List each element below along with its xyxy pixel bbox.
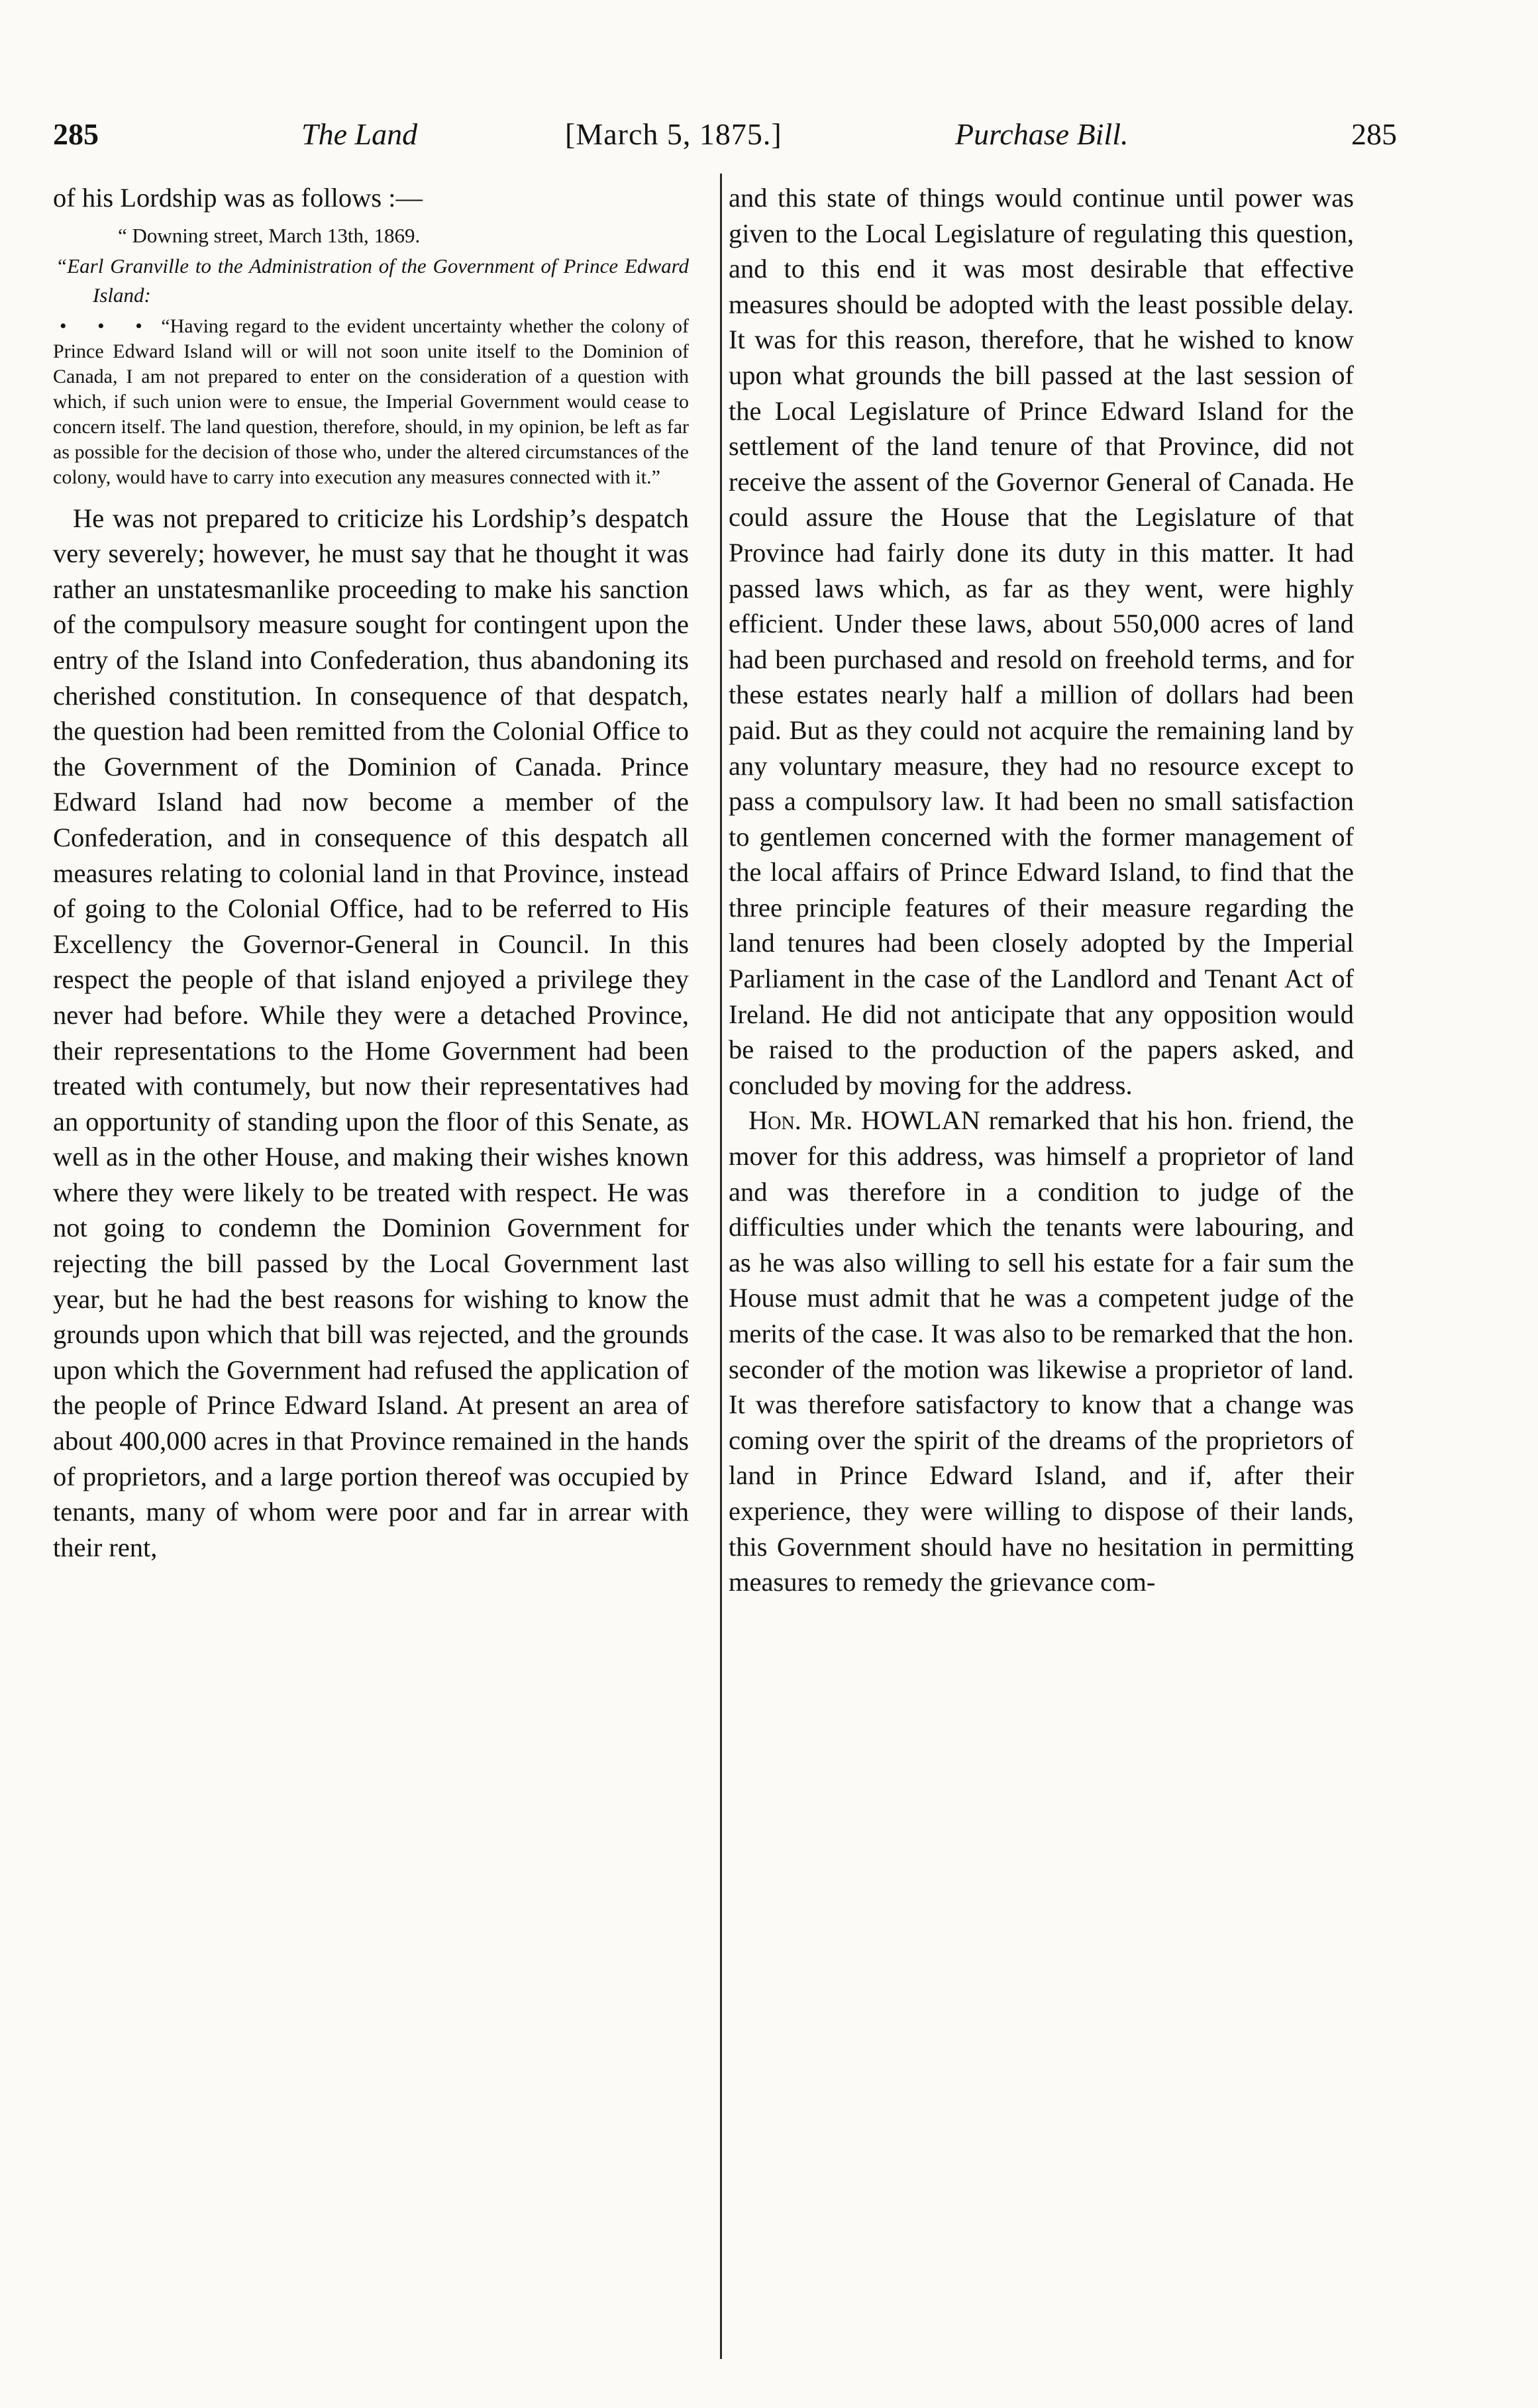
running-title-right: Purchase Bill. bbox=[955, 117, 1129, 151]
page-header bbox=[0, 111, 1538, 158]
page-number-left: 285 bbox=[53, 117, 99, 151]
letter-salutation: “ Downing street, March 13th, 1869. bbox=[118, 223, 421, 247]
speaker-remarks: remarked that his hon. friend, the mover for this address, was himself a proprietor of land and was therefore in a condition to judge of the difficulties under which the tenants were labouring, and as he was also willing to sell his estate for a fair sum the House must admit that he was a competent judge of the merits of the case. It was also to be remarked that the hon. seconder of the motion was likewise a proprietor of land. It was therefore satisfactory to know that a change was coming over the spirit of the dreams of the proprietors of land in Prince Edward Island, and if, after their experience, they were willing to dispose of their lands, this Government should have no hesitation in permitting measures to remedy the grievance com- bbox=[729, 1105, 1355, 1597]
right-column bbox=[729, 180, 1354, 1600]
quote-text: “Having regard to the evident uncertainty whether the colony of Prince Edward Island will or will not soon unite itself to the Dominion of Canada, I am not prepared to enter on the consideration of a question with which, if such union were to ensue, the Imperial Government would cease to concern itself. The land question, therefore, should, in my opinion, be left as far as possible for the decision of those who, under the altered circumstances of the colony, would have to carry into execution any measures connected with it.” bbox=[53, 315, 689, 488]
page-number-right: 285 bbox=[1351, 117, 1397, 151]
ellipsis-stars: • • • bbox=[60, 315, 154, 337]
letter-addressee bbox=[53, 252, 689, 310]
right-paragraph-1: and this state of things would continue until power was given to the Local Legislature of regulating this question, and to this end it was most desirable that effective measures should be adopted with the least possible delay. It was for this reason, therefore, that he wished to know upon what grounds the bill passed at the last session of the Local Legislature of Prince Edward Island for the settlement of the land tenure of that Province, did not receive the assent of the Governor General of Canada. He could assure the House that the Legislature of that Province had fairly done its duty in this matter. It had passed laws which, as far as they went, were highly efficient. Under these laws, about 550,000 acres of land had been purchased and resold on freehold terms, and for these estates nearly half a million of dollars had been paid. But as they could not acquire the remaining land by any voluntary measure, they had no resource except to pass a compulsory law. It had been no small satisfaction to gentlemen concerned with the former management of the local affairs of Prince Edward Island, to find that the three principle features of their measure regarding the land tenures had been closely adopted by the Imperial Parliament in the case of the Landlord and Tenant Act of Ireland. He did not anticipate that any opposition would be raised to the production of the papers asked, and concluded by moving for the address. bbox=[729, 183, 1354, 1100]
addressee-text: “Earl Granville to the Administration of the Government of Prince Edward Island: bbox=[56, 254, 689, 307]
left-paragraph: He was not prepared to criticize his Lordship’s despatch very severely; however, he must say that he thought it was rather an unstatesmanlike proceeding to make his sanction of the compulsory measure sought for contingent upon the entry of the Island into Confederation, thus abandoning its cherished constitution. In consequence of that despatch, the question had been remitted from the Colonial Office to the Government of the Dominion of Canada. Prince Edward Island had now become a member of the Confederation, and in consequence of this despatch all measures relating to colonial land in that Province, instead of going to the Colonial Office, had to be referred to His Excellency the Governor-General in Council. In this respect the people of that island enjoyed a privilege they never had before. While they were a detached Province, their representations to the Home Government had been treated with contumely, but now their representatives had an opportunity of standing upon the floor of this Senate, as well as in the other House, and making their wishes known where they were likely to be treated with respect. He was not going to condemn the Dominion Government for rejecting the bill passed by the Local Government last year, but he had the best reasons for wishing to know the grounds upon which that bill was rejected, and the grounds upon which the Government had refused the application of the people of Prince Edward Island. At present an area of about 400,000 acres in that Province remained in the hands of proprietors, and a large portion thereof was occupied by tenants, many of whom were poor and far in arrear with their rent, bbox=[53, 503, 689, 1562]
intro-line: of his Lordship was as follows :— bbox=[53, 183, 423, 213]
right-paragraph-2 bbox=[729, 1103, 1354, 1599]
letter-quote bbox=[53, 314, 689, 490]
left-column bbox=[53, 180, 689, 1565]
speaker-name: Hon. Mr. HOWLAN bbox=[748, 1105, 980, 1136]
running-date: [March 5, 1875.] bbox=[565, 117, 782, 151]
running-title-left: The Land bbox=[301, 117, 418, 151]
column-divider bbox=[720, 174, 722, 2359]
